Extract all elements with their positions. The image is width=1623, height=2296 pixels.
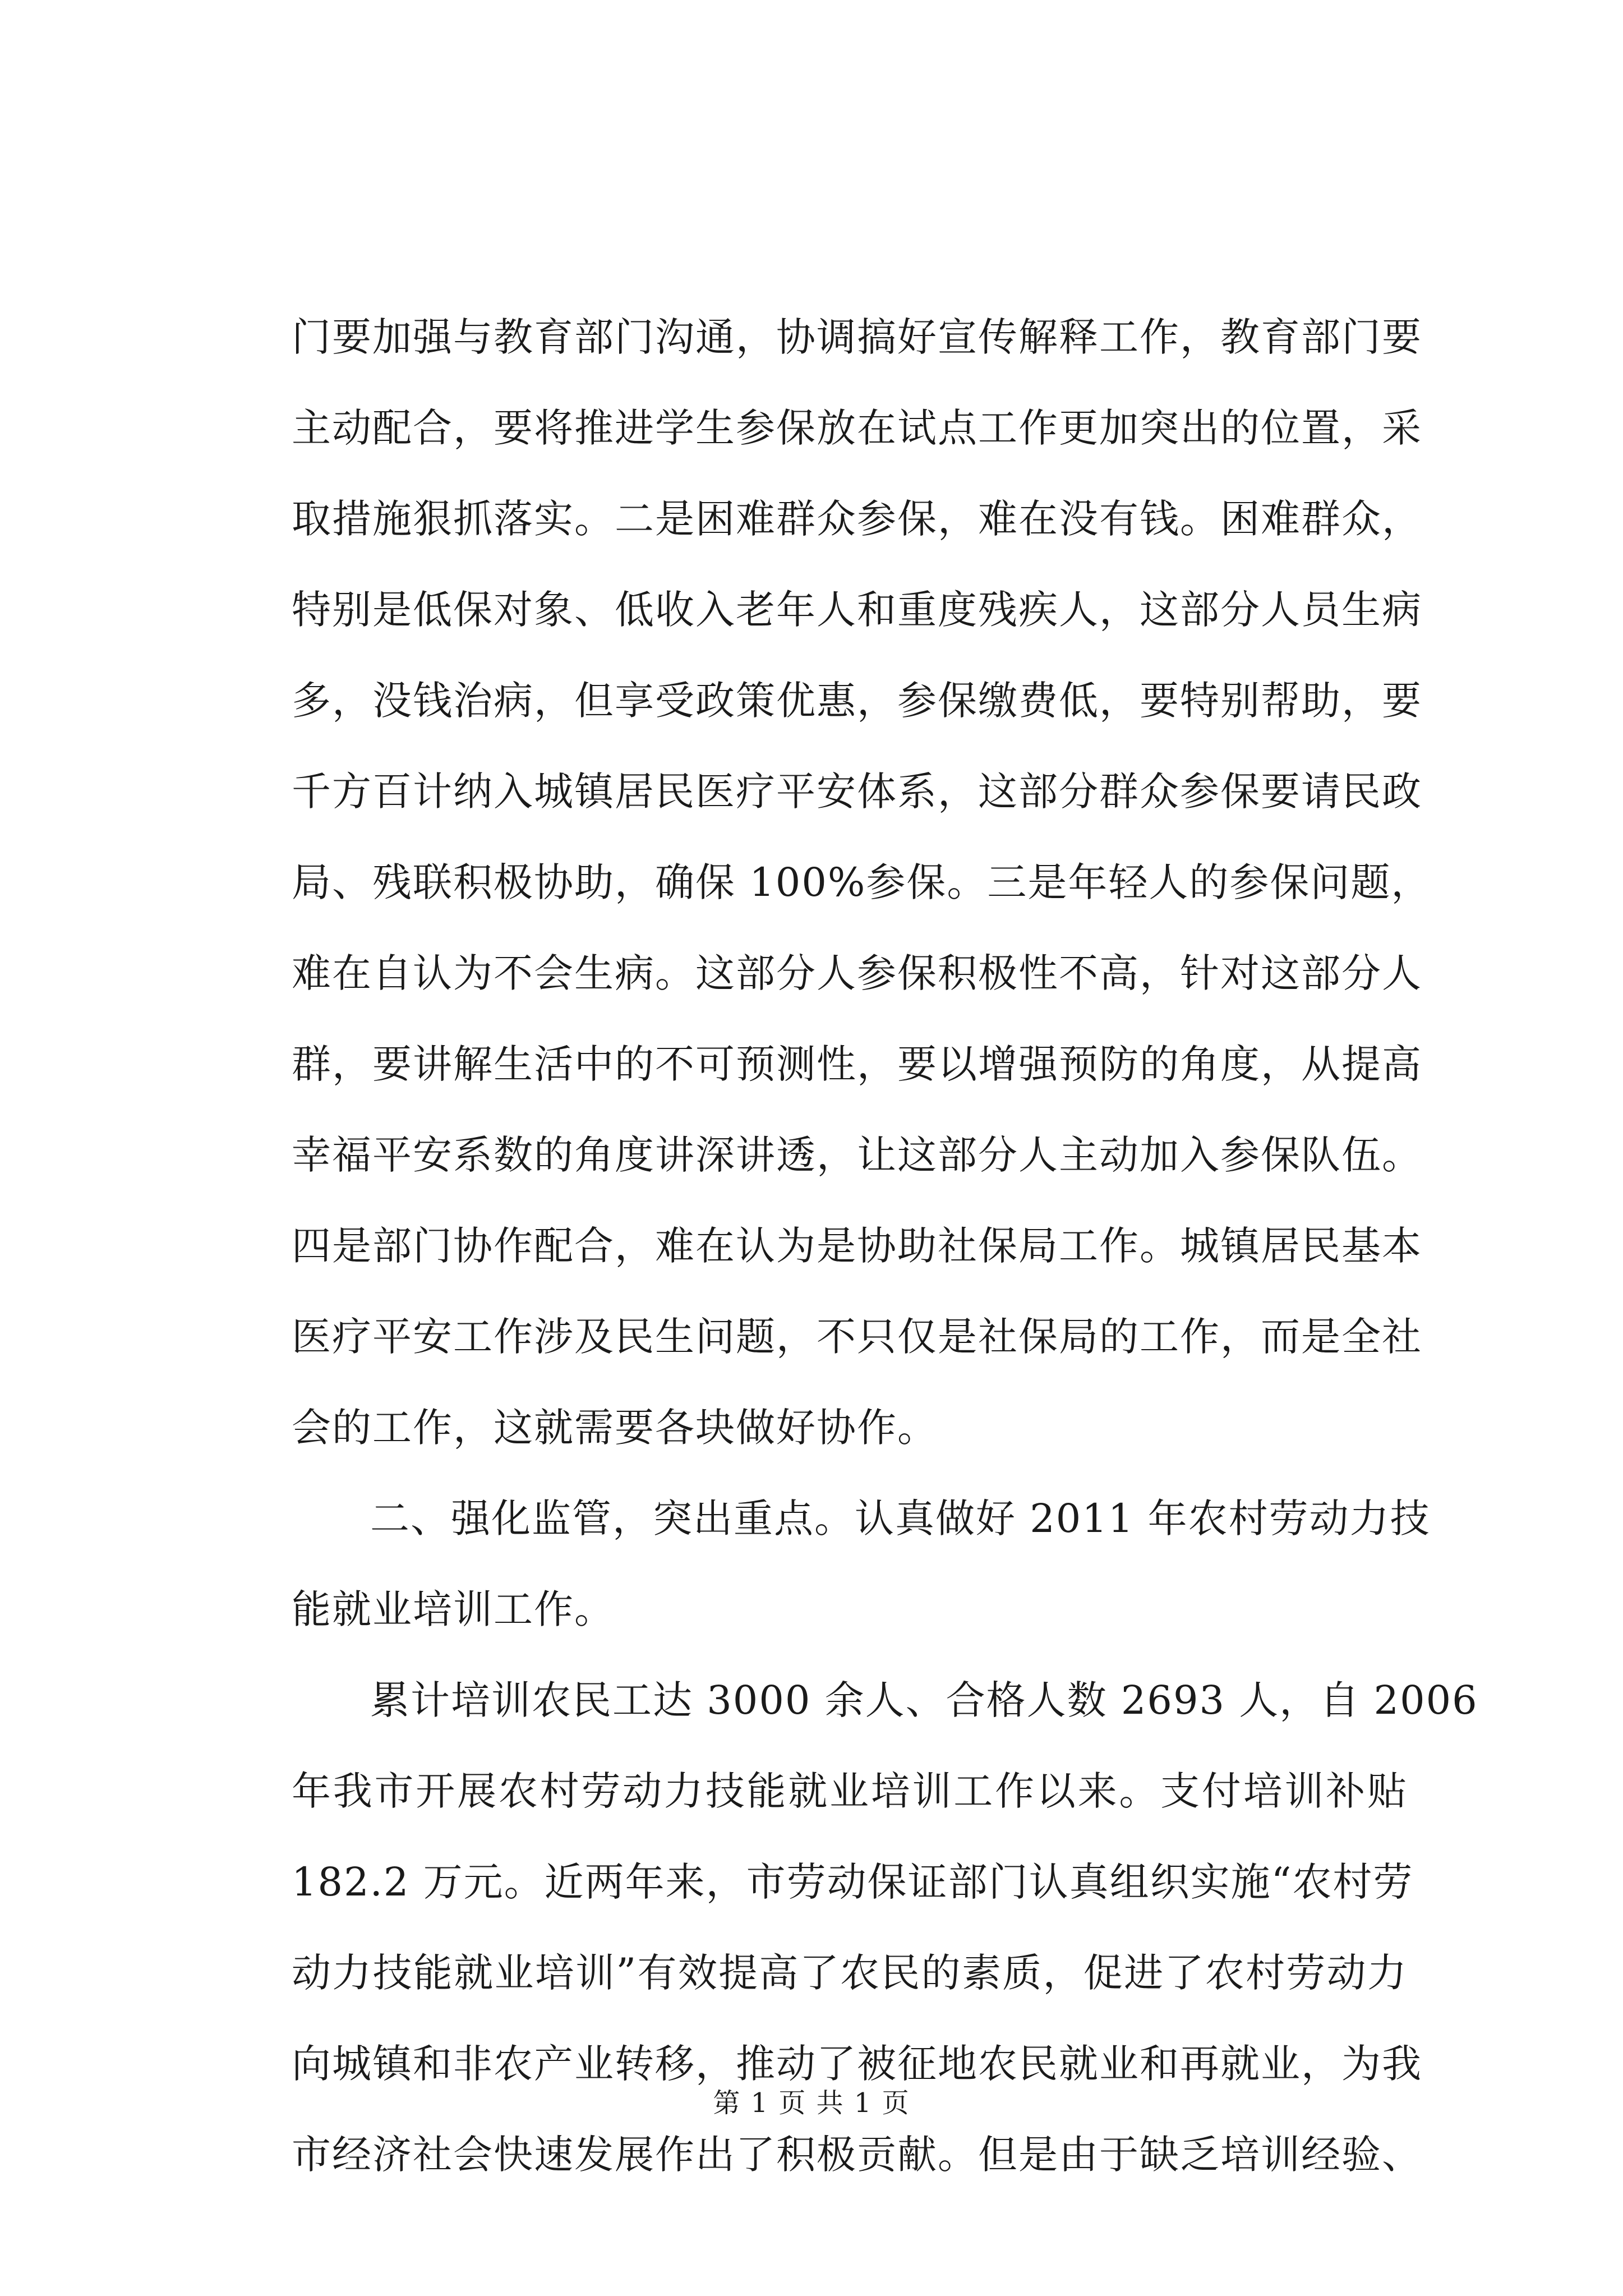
text-line: 幸福平安系数的角度讲深讲透，让这部分人主动加入参保队伍。 (292, 1132, 1422, 1178)
text-line: 取措施狠抓落实。二是困难群众参保，难在没有钱。困难群众， (292, 496, 1422, 542)
text-line: 局、残联积极协助，确保 100%参保。三是年轻人的参保问题， (292, 859, 1432, 905)
text-line: 四是部门协作配合，难在认为是协助社保局工作。城镇居民基本 (292, 1223, 1422, 1269)
text-line: 182.2 万元。近两年来，市劳动保证部门认真组织实施“农村劳 (292, 1859, 1414, 1905)
text-line: 千方百计纳入城镇居民医疗平安体系，这部分群众参保要请民政 (292, 769, 1422, 815)
text-line: 医疗平安工作涉及民生问题，不只仅是社保局的工作，而是全社 (292, 1314, 1422, 1360)
text-line: 特别是低保对象、低收入老年人和重度残疾人，这部分人员生病 (292, 587, 1422, 633)
text-line: 能就业培训工作。 (292, 1586, 615, 1632)
text-line: 难在自认为不会生病。这部分人参保积极性不高，针对这部分人 (292, 950, 1422, 996)
text-line: 年我市开展农村劳动力技能就业培训工作以来。支付培训补贴 (292, 1768, 1408, 1814)
text-line: 多，没钱治病，但享受政策优惠，参保缴费低，要特别帮助，要 (292, 678, 1422, 724)
text-line: 市经济社会快速发展作出了积极贡献。但是由于缺乏培训经验、 (292, 2132, 1422, 2178)
text-line: 门要加强与教育部门沟通，协调搞好宣传解释工作，教育部门要 (292, 314, 1422, 360)
text-line: 群，要讲解生活中的不可预测性，要以增强预防的角度，从提高 (292, 1041, 1422, 1087)
text-line: 动力技能就业培训”有效提高了农民的素质，促进了农村劳动力 (292, 1950, 1408, 1996)
page-number-label: 第 1 页 共 1 页 (713, 2087, 910, 2119)
text-line: 主动配合，要将推进学生参保放在试点工作更加突出的位置，采 (292, 405, 1422, 451)
paragraph-heading (292, 1473, 1431, 1655)
page-footer (0, 2081, 1623, 2120)
text-line: 累计培训农民工达 3000 余人、合格人数 2693 人，自 2006 (370, 1677, 1478, 1723)
document-body (292, 292, 1478, 2200)
text-line: 向城镇和非农产业转移，推动了被征地农民就业和再就业，为我 (292, 2041, 1422, 2087)
paragraph (292, 292, 1432, 1473)
text-line: 会的工作，这就需要各块做好协作。 (292, 1405, 938, 1451)
text-line: 二、强化监管，突出重点。认真做好 2011 年农村劳动力技 (370, 1496, 1431, 1542)
